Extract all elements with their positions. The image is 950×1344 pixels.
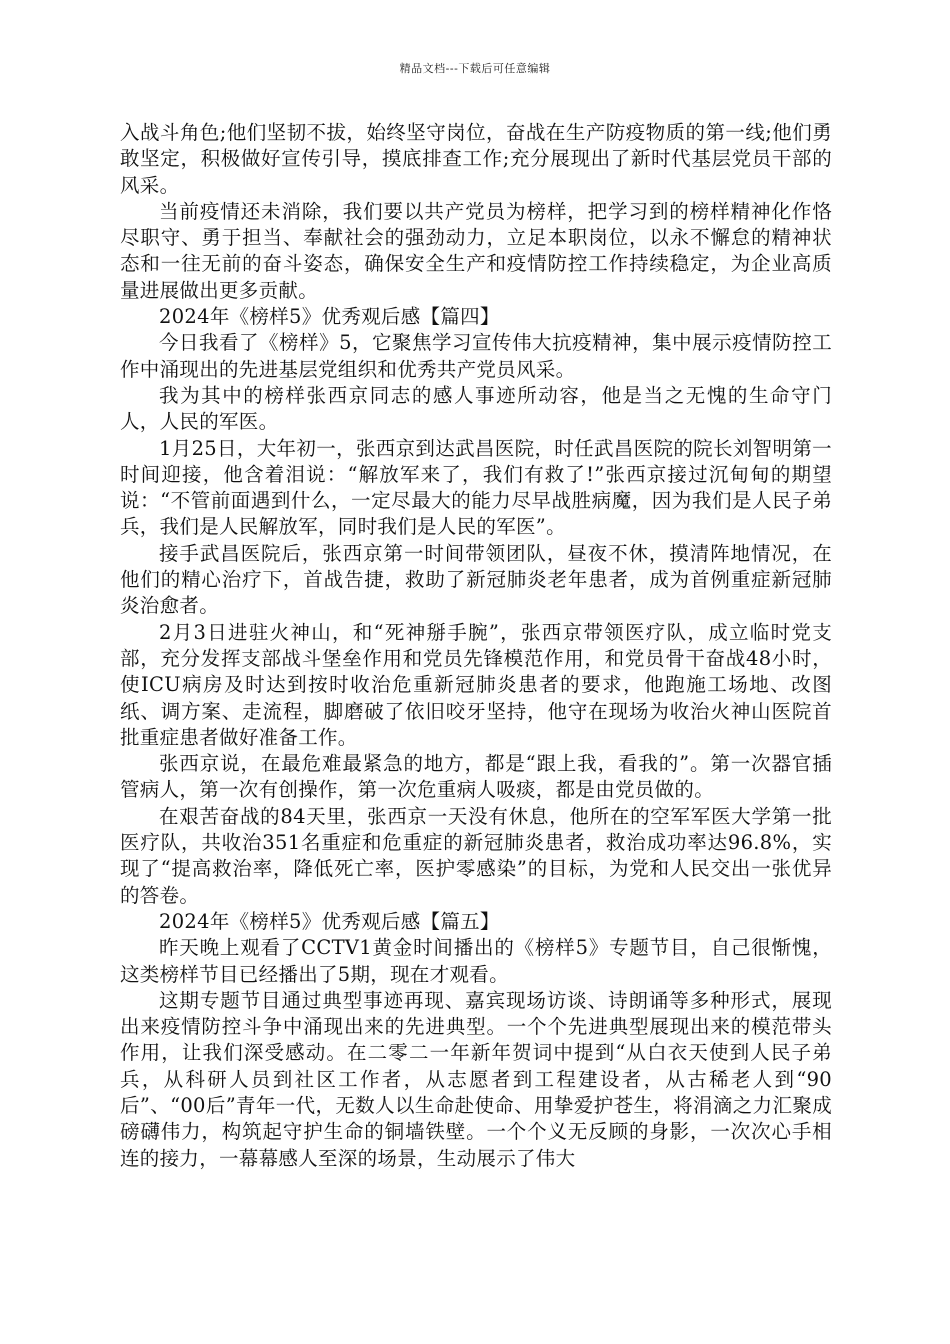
paragraph: 接手武昌医院后，张西京第一时间带领团队，昼夜不休，摸清阵地情况，在他们的精心治疗下，首战告捷，救助了新冠肺炎老年患者，成为首例重症新冠肺炎治愈者。 <box>120 541 832 618</box>
section-heading: 2024年《榜样5》优秀观后感【篇五】 <box>159 909 500 933</box>
paragraph: 当前疫情还未消除，我们要以共产党员为榜样，把学习到的榜样精神化作恪尽职守、勇于担当、奉献社会的强劲动力，立足本职岗位，以永不懈怠的精神状态和一往无前的奋斗姿态，确保安全生产和疫情防控工作持续稳定，为企业高质量进展做出更多贡献。 <box>120 199 832 302</box>
paragraph: 入战斗角色;他们坚韧不拔，始终坚守岗位，奋战在生产防疫物质的第一线;他们勇敢坚定，积极做好宣传引导，摸底排查工作;充分展现出了新时代基层党员干部的风采。 <box>120 121 832 197</box>
paragraph: 2月3日进驻火神山，和“死神掰手腕”，张西京带领医疗队，成立临时党支部，充分发挥支部战斗堡垒作用和党员先锋模范作用，和党员骨干奋战48小时，使ICU病房及时达到按时收治危重新冠肺炎患者的要求，他跑施工场地、改图纸、调方案、走流程，脚磨破了依旧咬牙坚持，他守在现场为收治火神山医院首批重症患者做好准备工作。 <box>120 620 832 749</box>
paragraph: 1月25日，大年初一，张西京到达武昌医院，时任武昌医院的院长刘智明第一时间迎接，他含着泪说：“解放军来了，我们有救了!”张西京接过沉甸甸的期望说：“不管前面遇到什么，一定尽最大的能力尽早战胜病魔，因为我们是人民子弟兵，我们是人民解放军，同时我们是人民的军医”。 <box>120 436 832 539</box>
paragraph: 昨天晚上观看了CCTV1黄金时间播出的《榜样5》专题节目，自己很惭愧，这类榜样节目已经播出了5期，现在才观看。 <box>120 936 832 986</box>
paragraph: 这期专题节目通过典型事迹再现、嘉宾现场访谈、诗朗诵等多种形式，展现出来疫情防控斗争中涌现出来的先进典型。一个个先进典型展现出来的模范带头作用，让我们深受感动。在二零二一年新年贺词中提到“从白衣天使到人民子弟兵，从科研人员到社区工作者，从志愿者到工程建设者，从古稀老人到“90后”、“00后”青年一代，无数人以生命赴使命、用挚爱护苍生，将涓滴之力汇聚成磅礴伟力，构筑起守护生命的铜墙铁壁。一个个义无反顾的身影，一次次心手相连的接力，一幕幕感人至深的场景，生动展示了伟大 <box>120 988 832 1170</box>
section-heading: 2024年《榜样5》优秀观后感【篇四】 <box>159 305 500 329</box>
paragraph: 张西京说，在最危难最紧急的地方，都是“跟上我，看我的”。第一次器官插管病人，第一次有创操作，第一次危重病人吸痰，都是由党员做的。 <box>120 752 832 802</box>
paragraph: 今日我看了《榜样》5，它聚焦学习宣传伟大抗疫精神，集中展示疫情防控工作中涌现出的先进基层党组织和优秀共产党员风采。 <box>120 331 832 381</box>
paragraph: 我为其中的榜样张西京同志的感人事迹所动容，他是当之无愧的生命守门人，人民的军医。 <box>120 383 832 434</box>
paragraph: 在艰苦奋战的84天里，张西京一天没有休息，他所在的空军军医大学第一批医疗队，共收治351名重症和危重症的新冠肺炎患者，救治成功率达96.8%，实现了“提高救治率，降低死亡率，医护零感染”的目标，为党和人民交出一张优异的答卷。 <box>120 804 832 907</box>
document-body <box>120 120 832 1172</box>
page-header: 精品文档---下载后可任意编辑 <box>399 62 551 75</box>
